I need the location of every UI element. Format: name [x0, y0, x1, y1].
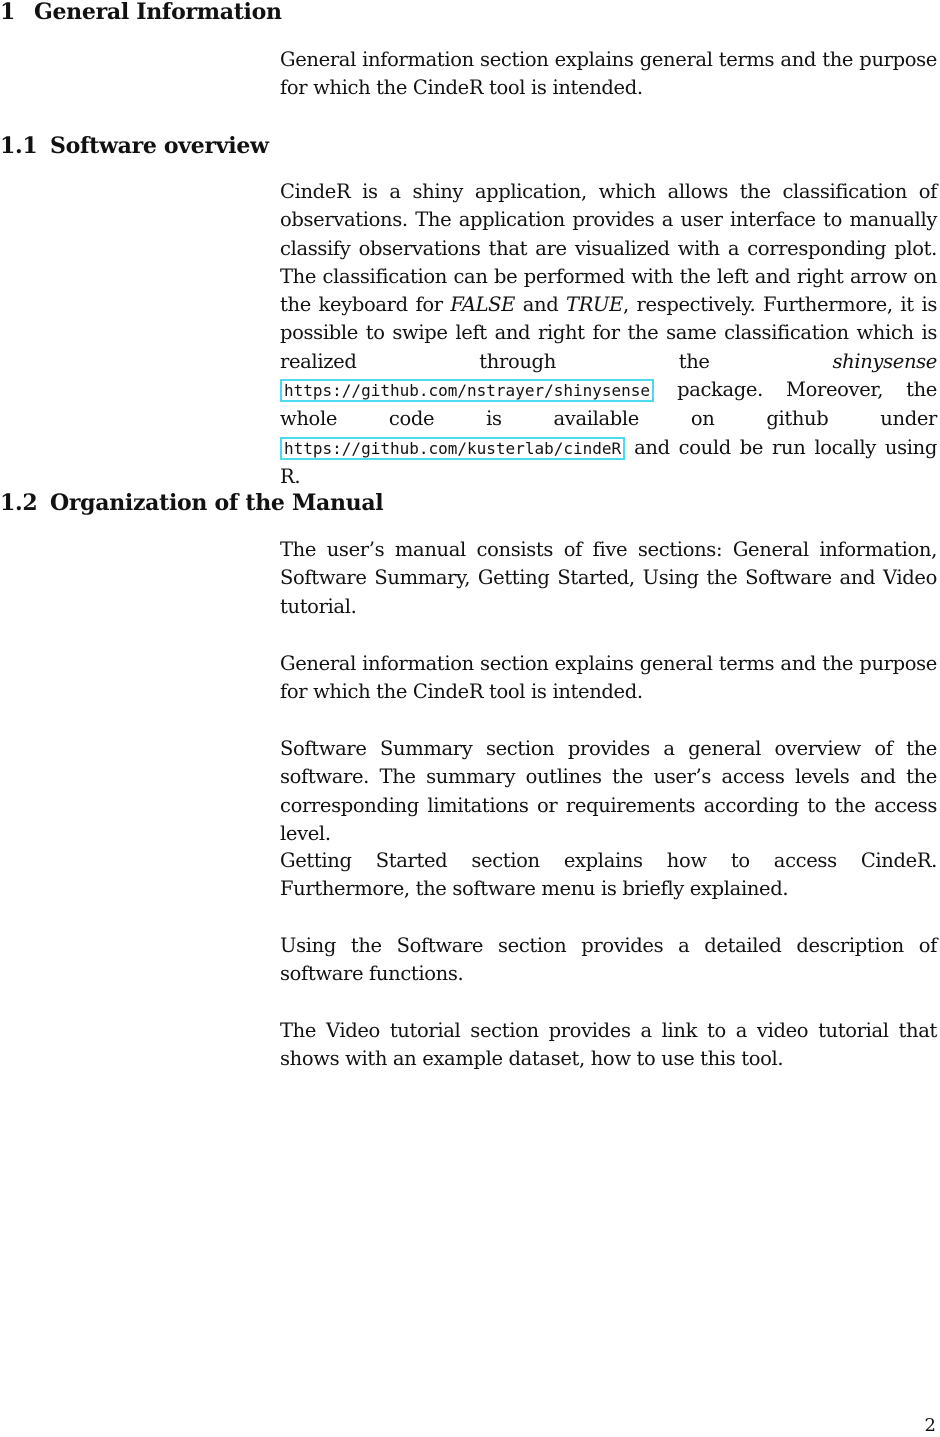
section-number: 1	[0, 0, 16, 25]
section-title: General Information	[34, 0, 282, 25]
page-number: 2	[924, 1415, 936, 1436]
software-overview-paragraph	[280, 178, 937, 491]
overview-text-4: package. Moreover, the whole code is available on github under	[280, 378, 937, 431]
overview-text-3: , respectively. Furthermore, it is possible to swipe left and right for the same classification which is realized through the	[280, 293, 937, 373]
overview-text-1: CindeR is a shiny application, which allows the classification of observations. The application provides a user interface to manually classify observations that are visualized with a corresponding plot. The classification can be performed with the left and right arrow on the keyboard for	[280, 180, 937, 317]
shinysense-link[interactable]: https://github.com/nstrayer/shinysense	[280, 379, 654, 402]
section-number: 1.1	[0, 133, 38, 159]
section-heading-software-overview	[0, 132, 269, 160]
section-title: Software overview	[50, 133, 269, 159]
section-number: 1.2	[0, 490, 38, 516]
overview-text-5: and could be run locally using R.	[280, 435, 937, 488]
general-information-paragraph: General information section explains general terms and the purpose for which the CindeR tool is intended.	[280, 48, 937, 100]
section-heading-general-information	[0, 0, 282, 26]
organization-paragraph: General information section explains general terms and the purpose for which the CindeR tool is intended.	[280, 652, 937, 704]
organization-paragraph: The Video tutorial section provides a link to a video tutorial that shows with an example dataset, how to use this tool.	[280, 1019, 937, 1071]
package-name: shinysense	[832, 349, 937, 373]
cinder-github-link[interactable]: https://github.com/kusterlab/cindeR	[280, 437, 625, 460]
section-title: Organization of the Manual	[50, 490, 384, 516]
organization-paragraph: Getting Started section explains how to access CindeR. Furthermore, the software menu is briefly explained.	[280, 849, 937, 901]
overview-text-2: and	[515, 293, 567, 317]
organization-paragraph: Using the Software section provides a detailed description of software functions.	[280, 934, 937, 986]
false-label: FALSE	[450, 293, 516, 317]
organization-paragraph: Software Summary section provides a general overview of the software. The summary outlines the user’s access levels and the corresponding limitations or requirements according to the access level.	[280, 737, 937, 845]
section-heading-organization-of-the-manual	[0, 489, 383, 517]
organization-paragraph: The user’s manual consists of five sections: General information, Software Summary, Getting Started, Using the Software and Video tutorial.	[280, 538, 937, 618]
true-label: TRUE	[566, 293, 624, 317]
